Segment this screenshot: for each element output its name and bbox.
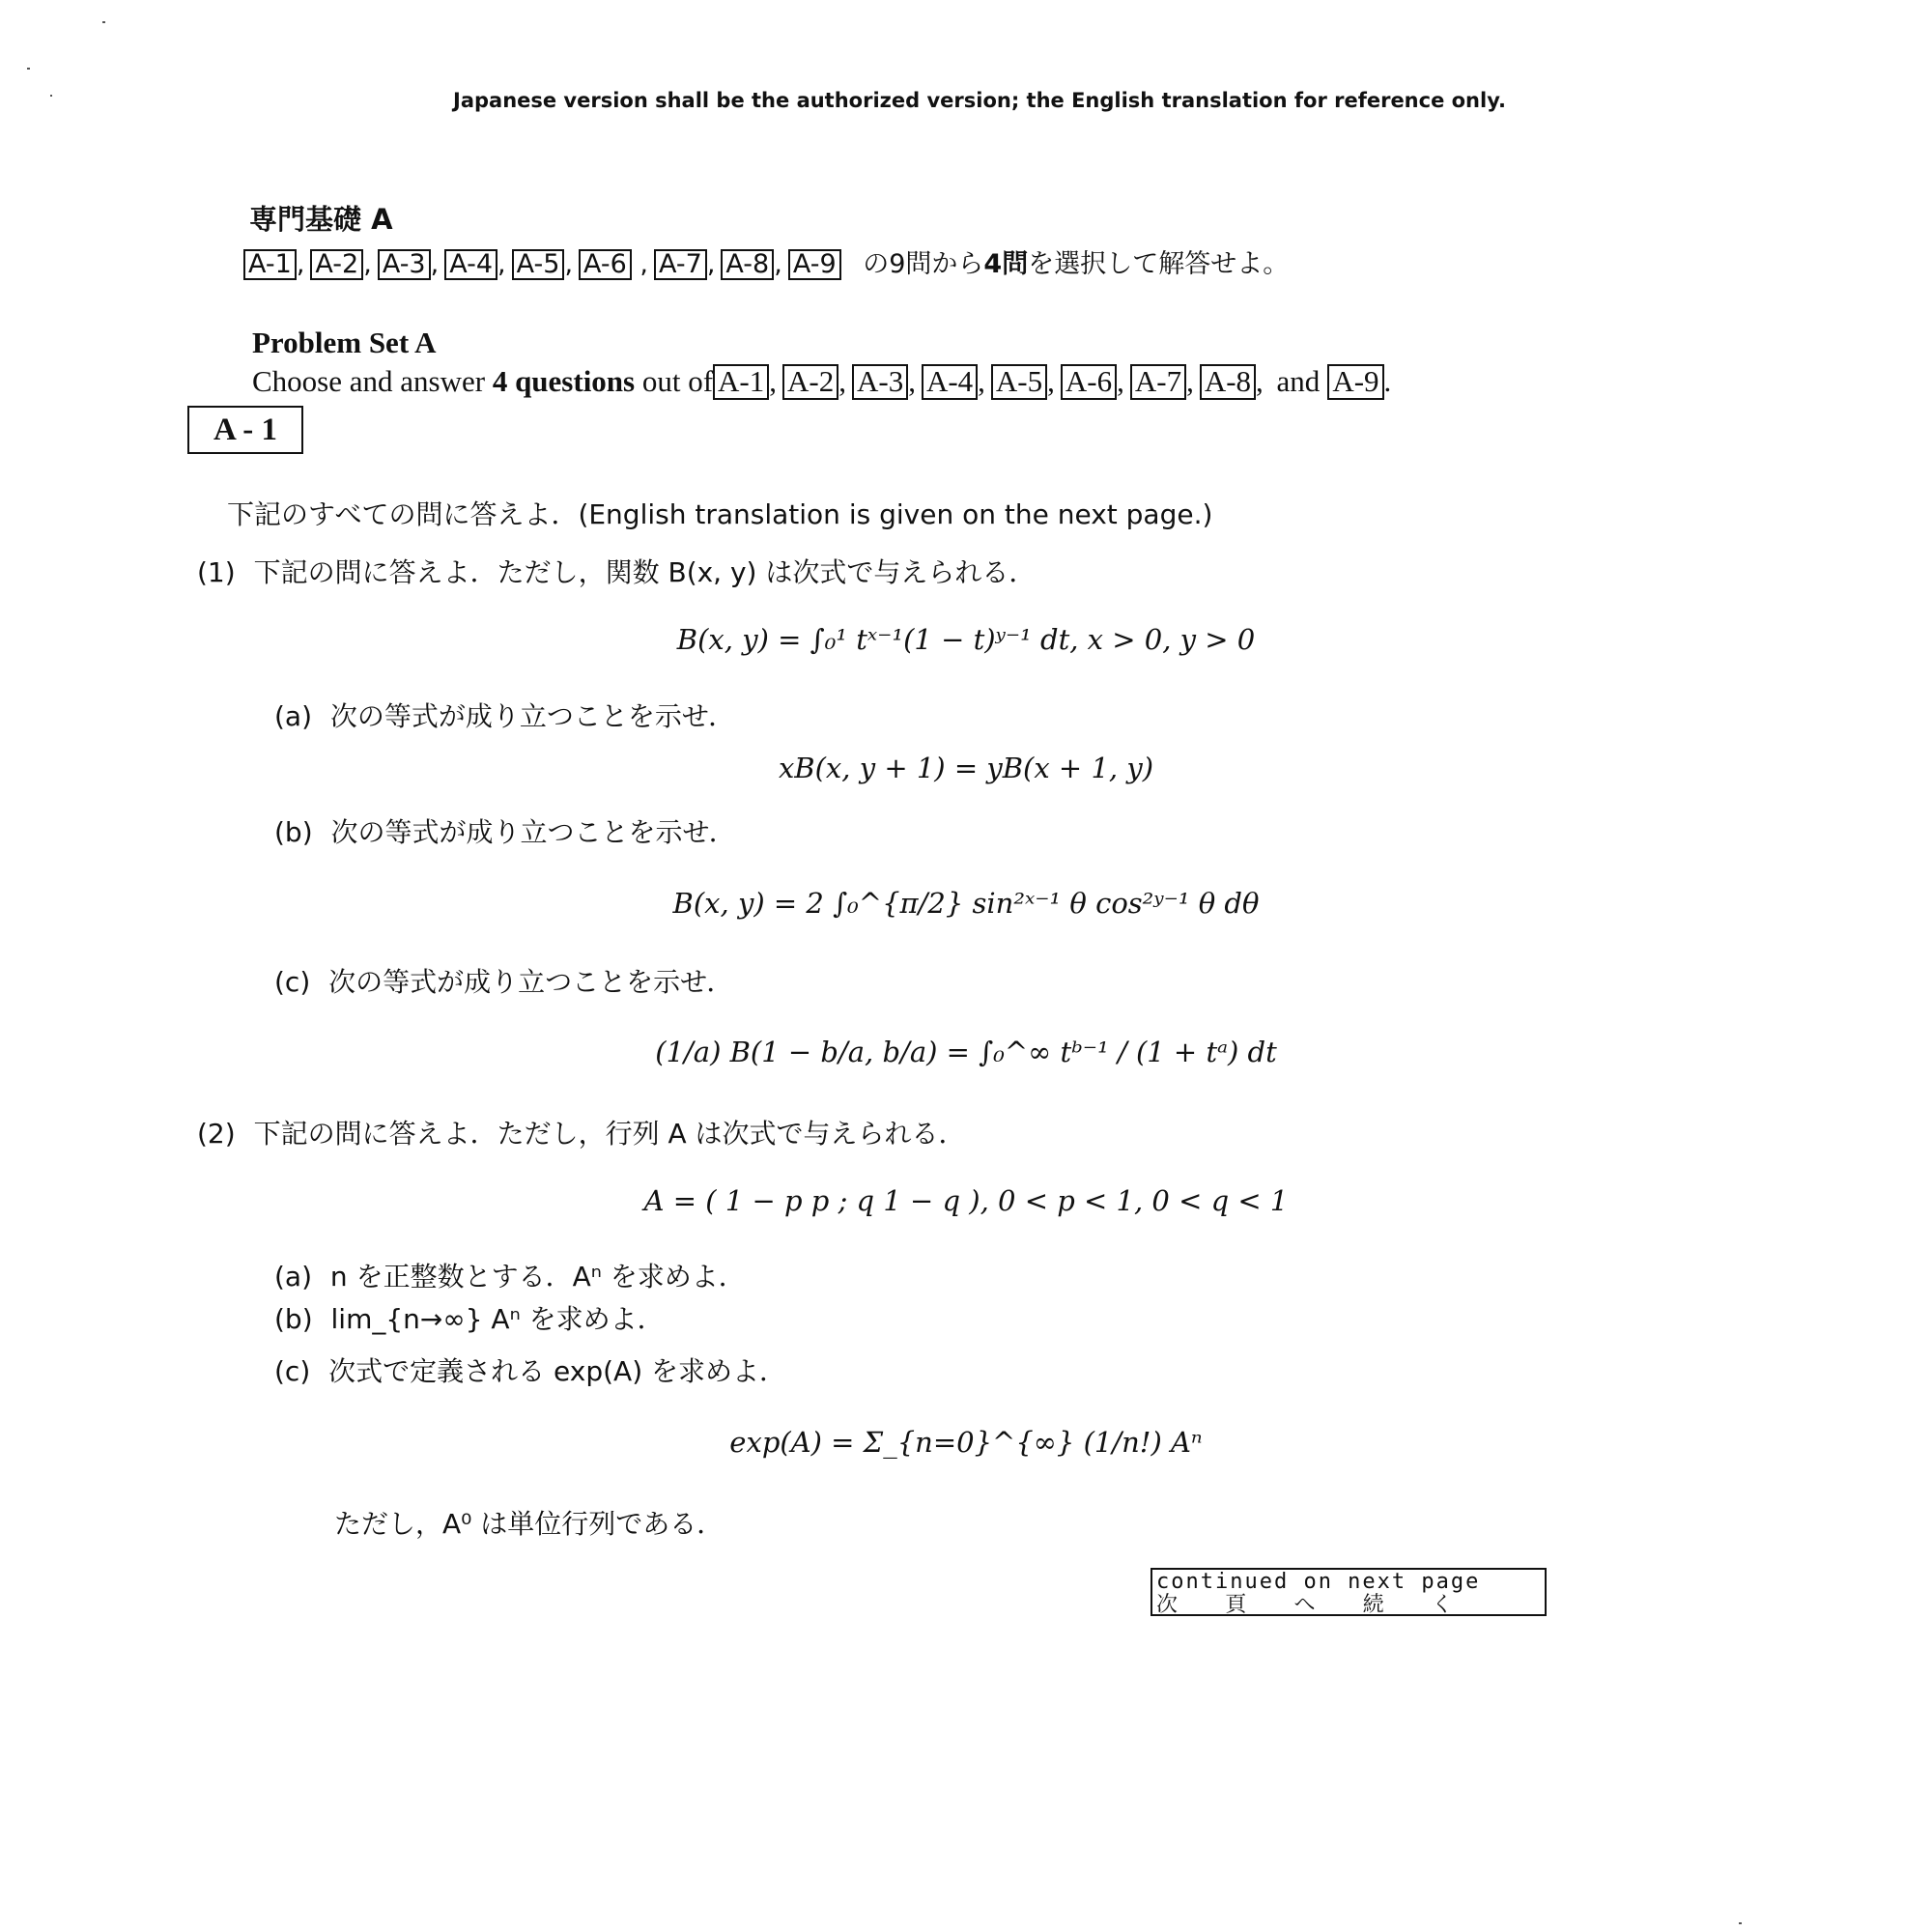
q1a-text: 次の等式が成り立つことを示せ．	[329, 700, 736, 732]
problem-box: A-1	[713, 364, 769, 400]
q2c-label: (c)	[274, 1355, 311, 1387]
en-instruction-line: Choose and answer 4 questions out of A-1 , A-2 , A-3 , A-4 , A-5 , A-6 , A-7 , A-8 , and A-9 .	[252, 364, 1392, 398]
problem-box: A-9	[1327, 364, 1383, 400]
problem-box: A-7	[654, 249, 707, 280]
en-instruction-pre: Choose and answer	[252, 364, 493, 398]
problem-box: A-8	[721, 249, 774, 280]
q2-line	[197, 1113, 966, 1151]
jp-instruction-bold: 4問	[983, 249, 1029, 279]
problem-box: A-9	[788, 249, 841, 280]
q1c-equation: (1/a) B(1 − b/a, b/a) = ∫₀^∞ tᵇ⁻¹ / (1 + tᵃ) dt	[655, 1036, 1277, 1068]
identity-note: ただし，A⁰ は単位行列である．	[334, 1508, 724, 1540]
q1c-text: 次の等式が成り立つことを示せ．	[328, 966, 734, 998]
q2c-text: 次式で定義される exp(A) を求めよ．	[328, 1355, 787, 1387]
q1c-line	[274, 961, 733, 1000]
q2b-line	[274, 1298, 665, 1337]
q1b-equation: B(x, y) = 2 ∫₀^{π/2} sin²ˣ⁻¹ θ cos²ʸ⁻¹ θ dθ	[672, 887, 1260, 920]
q1a-line	[274, 696, 735, 734]
q2-number: (2)	[197, 1118, 236, 1150]
jp-instruction-line: A-1 , A-2 , A-3 , A-4 , A-5 , A-6 , A-7 , A-8 , A-9 の9問から4問を選択して解答せよ。	[243, 242, 1289, 280]
continued-jp: 次 頁 へ 続 く	[1156, 1593, 1470, 1617]
problem-box: A-2	[310, 249, 363, 280]
q1c-label: (c)	[274, 966, 311, 998]
problem-box: A-1	[243, 249, 297, 280]
q1a-label: (a)	[274, 700, 313, 732]
q1b-text: 次の等式が成り立つことを示せ．	[330, 816, 736, 848]
continued-en: continued on next page	[1156, 1570, 1481, 1594]
beta-function-definition: B(x, y) = ∫₀¹ tˣ⁻¹(1 − t)ʸ⁻¹ dt, x > 0, y > 0	[676, 623, 1256, 656]
en-and-word: and	[1276, 364, 1321, 398]
q1-line	[197, 552, 1036, 590]
q2-text: 下記の問に答えよ．ただし，行列 A は次式で与えられる．	[253, 1118, 966, 1150]
problem-box: A-6	[1061, 364, 1117, 400]
scan-speck	[50, 95, 52, 97]
scan-speck	[1739, 1922, 1742, 1924]
scan-speck	[27, 68, 30, 70]
q1-number: (1)	[197, 556, 236, 588]
intro-text: 下記のすべての問に答えよ．(English translation is given on the next page.)	[227, 498, 1213, 530]
problem-box: A-6	[579, 249, 632, 280]
q2a-label: (a)	[274, 1261, 313, 1293]
authorized-version-notice: Japanese version shall be the authorized version; the English translation for reference only.	[453, 89, 1506, 112]
en-section-title: Problem Set A	[252, 326, 437, 359]
en-instruction-bold: 4 questions	[492, 364, 636, 398]
q2b-label: (b)	[274, 1303, 313, 1335]
problem-box: A-8	[1200, 364, 1256, 400]
en-instruction-mid: out of	[635, 364, 714, 398]
q2a-text: n を正整数とする．Aⁿ を求めよ．	[329, 1261, 746, 1293]
q2b-text: lim_{n→∞} Aⁿ を求めよ．	[330, 1303, 665, 1335]
problem-box: A-3	[852, 364, 908, 400]
q2c-line	[274, 1350, 786, 1389]
problem-label-box: A - 1	[187, 406, 303, 454]
problem-box: A-4	[444, 249, 497, 280]
jp-instruction-post: を選択して解答せよ。	[1028, 249, 1290, 279]
scan-speck	[102, 21, 105, 23]
q1a-equation: xB(x, y + 1) = yB(x + 1, y)	[778, 752, 1154, 784]
problem-box: A-4	[922, 364, 978, 400]
q1b-label: (b)	[274, 816, 313, 848]
problem-box: A-5	[512, 249, 565, 280]
q2a-line	[274, 1256, 746, 1294]
problem-box: A-2	[782, 364, 838, 400]
problem-box: A-5	[991, 364, 1047, 400]
q1-text: 下記の問に答えよ．ただし，関数 B(x, y) は次式で与えられる．	[253, 556, 1037, 588]
exp-a-definition: exp(A) = Σ_{n=0}^{∞} (1/n!) Aⁿ	[729, 1426, 1203, 1459]
problem-box: A-7	[1130, 364, 1186, 400]
matrix-a-definition: A = ( 1 − p p ; q 1 − q ), 0 < p < 1, 0 < q < 1	[643, 1184, 1289, 1217]
q1b-line	[274, 811, 736, 850]
continued-box	[1151, 1568, 1547, 1616]
jp-instruction-pre: の9問から	[863, 249, 984, 279]
jp-section-title: 専門基礎 A	[249, 203, 393, 236]
problem-box: A-3	[378, 249, 431, 280]
